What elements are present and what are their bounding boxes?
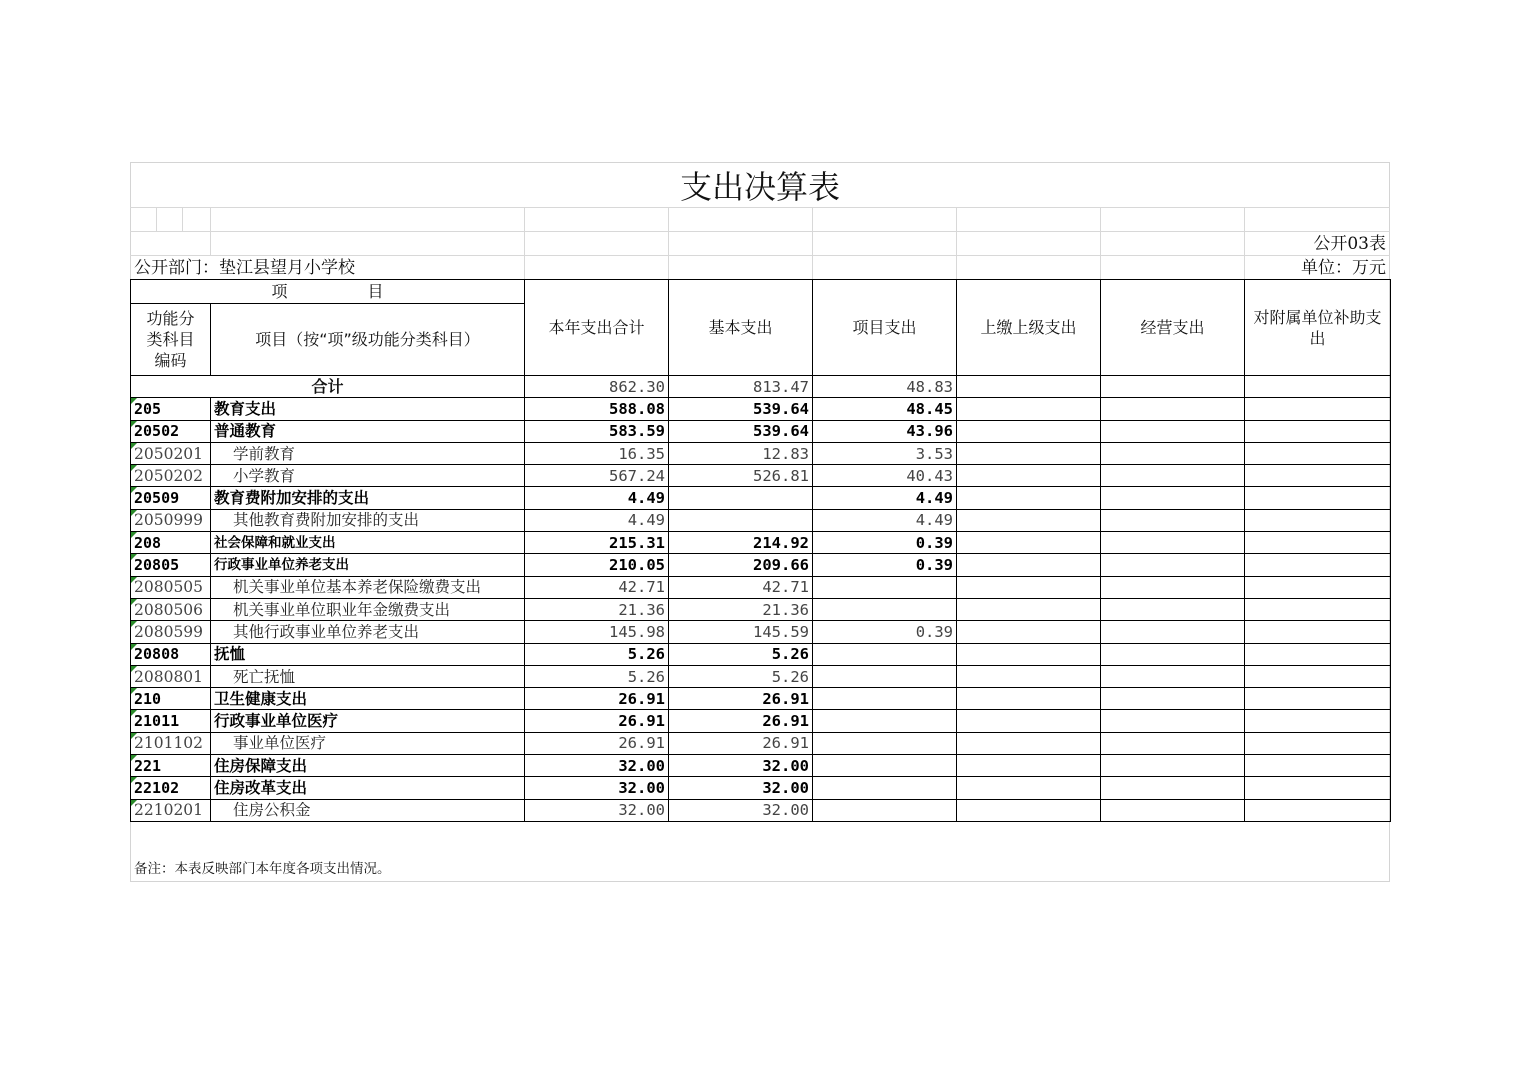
code-cell: 210 <box>131 688 211 710</box>
table-row <box>131 799 1391 821</box>
table-row <box>131 688 1391 710</box>
basic-cell: 42.71 <box>669 576 813 598</box>
form-number: 公开03表 <box>1313 234 1386 254</box>
total-cell: 588.08 <box>525 398 669 420</box>
total-cell: 16.35 <box>525 442 669 464</box>
item-name-cell: 普通教育 <box>211 420 525 442</box>
header-business: 经营支出 <box>1101 280 1245 376</box>
code-cell: 2080801 <box>131 665 211 687</box>
gridline <box>130 231 1390 232</box>
table-row <box>131 598 1391 620</box>
subsidiary-cell <box>1245 576 1391 598</box>
spreadsheet-sheet <box>130 162 1390 882</box>
code-cell: 22102 <box>131 777 211 799</box>
table-row <box>131 576 1391 598</box>
total-cell: 4.49 <box>525 487 669 509</box>
empty-cell <box>957 376 1101 398</box>
project-cell: 4.49 <box>813 487 957 509</box>
project-cell <box>813 665 957 687</box>
superior-cell <box>957 465 1101 487</box>
subsidiary-cell <box>1245 621 1391 643</box>
code-cell: 20808 <box>131 643 211 665</box>
total-cell: 215.31 <box>525 532 669 554</box>
gridline <box>156 207 157 231</box>
code-cell: 205 <box>131 398 211 420</box>
subsidiary-cell <box>1245 465 1391 487</box>
project-cell <box>813 777 957 799</box>
project-cell: 0.39 <box>813 532 957 554</box>
superior-cell <box>957 688 1101 710</box>
business-cell <box>1101 487 1245 509</box>
basic-cell: 5.26 <box>669 643 813 665</box>
total-cell: 26.91 <box>525 688 669 710</box>
project-cell: 48.45 <box>813 398 957 420</box>
header-basic: 基本支出 <box>669 280 813 376</box>
code-cell: 2050202 <box>131 465 211 487</box>
total-cell: 26.91 <box>525 732 669 754</box>
unit-label: 单位：万元 <box>1301 258 1386 278</box>
business-cell <box>1101 665 1245 687</box>
code-cell: 21011 <box>131 710 211 732</box>
item-name-cell: 教育费附加安排的支出 <box>211 487 525 509</box>
superior-cell <box>957 532 1101 554</box>
table-row <box>131 643 1391 665</box>
item-name-cell: 教育支出 <box>211 398 525 420</box>
basic-cell: 21.36 <box>669 598 813 620</box>
code-cell: 20805 <box>131 554 211 576</box>
project-cell: 3.53 <box>813 442 957 464</box>
header-subsidiary: 对附属单位补助支出 <box>1245 280 1391 376</box>
table-row <box>131 732 1391 754</box>
superior-cell <box>957 621 1101 643</box>
table-row <box>131 532 1391 554</box>
subsidiary-cell <box>1245 777 1391 799</box>
project-cell <box>813 710 957 732</box>
item-name-cell: 事业单位医疗 <box>211 732 525 754</box>
item-name-cell: 卫生健康支出 <box>211 688 525 710</box>
project-cell: 43.96 <box>813 420 957 442</box>
basic-cell: 5.26 <box>669 665 813 687</box>
superior-cell <box>957 509 1101 531</box>
subsidiary-cell <box>1245 509 1391 531</box>
business-cell <box>1101 398 1245 420</box>
item-name-cell: 住房改革支出 <box>211 777 525 799</box>
subsidiary-cell <box>1245 554 1391 576</box>
business-cell <box>1101 509 1245 531</box>
superior-cell <box>957 755 1101 777</box>
project-cell: 4.49 <box>813 509 957 531</box>
item-name-cell: 住房公积金 <box>211 799 525 821</box>
project-cell <box>813 799 957 821</box>
code-cell: 2050201 <box>131 442 211 464</box>
project-cell: 0.39 <box>813 554 957 576</box>
header-total: 本年支出合计 <box>525 280 669 376</box>
item-name-cell: 其他教育费附加安排的支出 <box>211 509 525 531</box>
business-cell <box>1101 710 1245 732</box>
table-row <box>131 777 1391 799</box>
superior-cell <box>957 643 1101 665</box>
business-cell <box>1101 576 1245 598</box>
business-cell <box>1101 799 1245 821</box>
basic-cell: 32.00 <box>669 777 813 799</box>
subsidiary-cell <box>1245 598 1391 620</box>
total-cell: 583.59 <box>525 420 669 442</box>
basic-cell: 214.92 <box>669 532 813 554</box>
gridline <box>956 207 957 279</box>
project-cell <box>813 732 957 754</box>
page-title: 支出决算表 <box>679 168 840 206</box>
business-cell <box>1101 554 1245 576</box>
code-cell: 221 <box>131 755 211 777</box>
subsidiary-cell <box>1245 755 1391 777</box>
code-cell: 208 <box>131 532 211 554</box>
total-basic: 813.47 <box>669 376 813 398</box>
business-cell <box>1101 420 1245 442</box>
header-code: 功能分类科目编码 <box>131 304 211 376</box>
superior-cell <box>957 554 1101 576</box>
header-row-1 <box>131 280 1391 304</box>
basic-cell: 32.00 <box>669 755 813 777</box>
project-cell <box>813 576 957 598</box>
item-name-cell: 小学教育 <box>211 465 525 487</box>
table-row <box>131 442 1391 464</box>
table-row <box>131 465 1391 487</box>
item-name-cell: 行政事业单位医疗 <box>211 710 525 732</box>
item-name-cell: 机关事业单位基本养老保险缴费支出 <box>211 576 525 598</box>
total-cell: 32.00 <box>525 755 669 777</box>
header-project: 项目支出 <box>813 280 957 376</box>
code-cell: 2080505 <box>131 576 211 598</box>
business-cell <box>1101 688 1245 710</box>
subsidiary-cell <box>1245 532 1391 554</box>
superior-cell <box>957 576 1101 598</box>
project-cell: 40.43 <box>813 465 957 487</box>
superior-cell <box>957 598 1101 620</box>
superior-cell <box>957 665 1101 687</box>
table-row <box>131 755 1391 777</box>
gridline <box>182 207 183 231</box>
business-cell <box>1101 465 1245 487</box>
basic-cell: 26.91 <box>669 688 813 710</box>
subsidiary-cell <box>1245 688 1391 710</box>
total-cell: 26.91 <box>525 710 669 732</box>
total-total: 862.30 <box>525 376 669 398</box>
superior-cell <box>957 777 1101 799</box>
superior-cell <box>957 442 1101 464</box>
subsidiary-cell <box>1245 420 1391 442</box>
item-name-cell: 机关事业单位职业年金缴费支出 <box>211 598 525 620</box>
subsidiary-cell <box>1245 643 1391 665</box>
basic-cell: 26.91 <box>669 710 813 732</box>
superior-cell <box>957 398 1101 420</box>
basic-cell: 12.83 <box>669 442 813 464</box>
business-cell <box>1101 777 1245 799</box>
code-cell: 2101102 <box>131 732 211 754</box>
superior-cell <box>957 420 1101 442</box>
superior-cell <box>957 799 1101 821</box>
total-cell: 5.26 <box>525 643 669 665</box>
table-row <box>131 487 1391 509</box>
superior-cell <box>957 732 1101 754</box>
expenditure-table <box>130 279 1391 822</box>
footnote: 备注：本表反映部门本年度各项支出情况。 <box>134 861 391 877</box>
gridline <box>1244 207 1245 279</box>
basic-cell: 539.64 <box>669 398 813 420</box>
project-cell <box>813 643 957 665</box>
table-row <box>131 621 1391 643</box>
item-name-cell: 行政事业单位养老支出 <box>211 554 525 576</box>
table-row <box>131 554 1391 576</box>
superior-cell <box>957 487 1101 509</box>
item-name-cell: 抚恤 <box>211 643 525 665</box>
subsidiary-cell <box>1245 398 1391 420</box>
item-name-cell: 死亡抚恤 <box>211 665 525 687</box>
item-name-cell: 其他行政事业单位养老支出 <box>211 621 525 643</box>
business-cell <box>1101 755 1245 777</box>
subsidiary-cell <box>1245 442 1391 464</box>
business-cell <box>1101 643 1245 665</box>
basic-cell <box>669 509 813 531</box>
table-row <box>131 509 1391 531</box>
gridline <box>1100 207 1101 279</box>
table-row <box>131 710 1391 732</box>
table-row <box>131 665 1391 687</box>
business-cell <box>1101 732 1245 754</box>
total-cell: 145.98 <box>525 621 669 643</box>
gridline <box>812 207 813 279</box>
business-cell <box>1101 598 1245 620</box>
project-cell <box>813 755 957 777</box>
total-cell: 4.49 <box>525 509 669 531</box>
empty-cell <box>1245 376 1391 398</box>
business-cell <box>1101 442 1245 464</box>
table-row <box>131 398 1391 420</box>
code-cell: 2080599 <box>131 621 211 643</box>
basic-cell: 145.59 <box>669 621 813 643</box>
total-cell: 5.26 <box>525 665 669 687</box>
total-project: 48.83 <box>813 376 957 398</box>
basic-cell: 209.66 <box>669 554 813 576</box>
subsidiary-cell <box>1245 732 1391 754</box>
subsidiary-cell <box>1245 799 1391 821</box>
superior-cell <box>957 710 1101 732</box>
item-name-cell: 住房保障支出 <box>211 755 525 777</box>
item-name-cell: 社会保障和就业支出 <box>211 532 525 554</box>
subsidiary-cell <box>1245 710 1391 732</box>
department-label: 公开部门：垫江县望月小学校 <box>134 258 355 278</box>
basic-cell: 32.00 <box>669 799 813 821</box>
gridline <box>210 207 211 255</box>
project-cell: 0.39 <box>813 621 957 643</box>
total-cell: 32.00 <box>525 777 669 799</box>
basic-cell: 526.81 <box>669 465 813 487</box>
header-superior: 上缴上级支出 <box>957 280 1101 376</box>
project-cell <box>813 598 957 620</box>
basic-cell <box>669 487 813 509</box>
total-cell: 567.24 <box>525 465 669 487</box>
code-cell: 2050999 <box>131 509 211 531</box>
basic-cell: 26.91 <box>669 732 813 754</box>
code-cell: 2210201 <box>131 799 211 821</box>
total-cell: 21.36 <box>525 598 669 620</box>
subsidiary-cell <box>1245 487 1391 509</box>
project-cell <box>813 688 957 710</box>
business-cell <box>1101 621 1245 643</box>
empty-cell <box>1101 376 1245 398</box>
header-item: 项目（按“项”级功能分类科目） <box>211 304 525 376</box>
item-name-cell: 学前教育 <box>211 442 525 464</box>
table-row <box>131 420 1391 442</box>
total-cell: 32.00 <box>525 799 669 821</box>
total-cell: 210.05 <box>525 554 669 576</box>
subsidiary-cell <box>1245 665 1391 687</box>
code-cell: 20502 <box>131 420 211 442</box>
total-label: 合计 <box>131 376 525 398</box>
basic-cell: 539.64 <box>669 420 813 442</box>
total-row <box>131 376 1391 398</box>
gridline <box>524 207 525 279</box>
total-cell: 42.71 <box>525 576 669 598</box>
header-item-group: 项 目 <box>131 280 525 304</box>
gridline <box>668 207 669 279</box>
code-cell: 20509 <box>131 487 211 509</box>
business-cell <box>1101 532 1245 554</box>
code-cell: 2080506 <box>131 598 211 620</box>
